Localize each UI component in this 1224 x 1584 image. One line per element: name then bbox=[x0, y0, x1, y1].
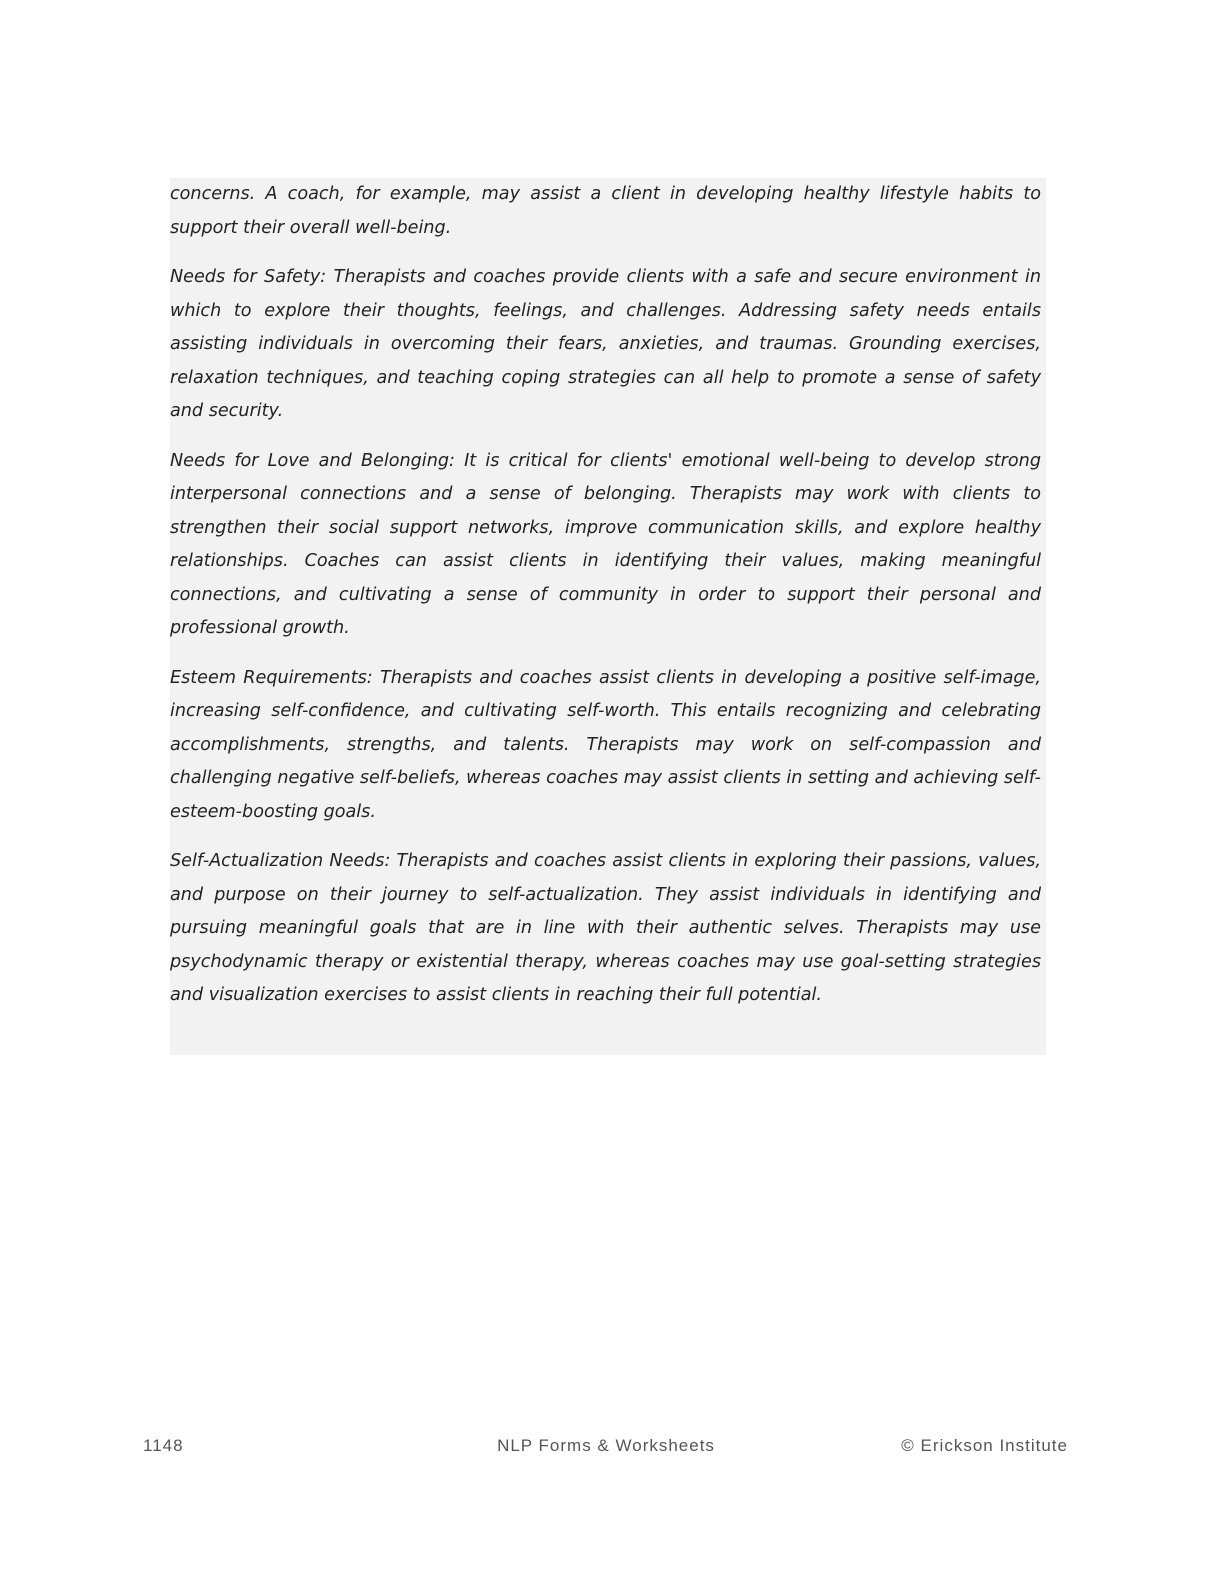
footer-title: NLP Forms & Worksheets bbox=[497, 1436, 715, 1455]
paragraph-self-actualization: Self-Actualization Needs: Therapists and coaches assist clients in exploring their passions, values, and purpose on their journey to self-actualization. They assist individuals in identifying and pursuing meaningful goals that are in line with their authentic selves. Therapists may use psychodynamic therapy or existential therapy, whereas coaches may use goal-setting strategies and visualization exercises to assist clients in reaching their full potential. bbox=[170, 851, 1041, 1005]
footer-copyright: © Erickson Institute bbox=[901, 1436, 1068, 1455]
paragraph-continuation: concerns. A coach, for example, may assist a client in developing healthy lifestyle habits to support their overall well-being. bbox=[170, 184, 1041, 238]
text-box bbox=[170, 178, 1046, 1055]
paragraph-safety-needs: Needs for Safety: Therapists and coaches provide clients with a safe and secure environment in which to explore their thoughts, feelings, and challenges. Addressing safety needs entails assisting individuals in overcoming their fears, anxieties, and traumas. Grounding exercises, relaxation techniques, and teaching coping strategies can all help to promote a sense of safety and security. bbox=[170, 267, 1041, 421]
page-number: 1148 bbox=[143, 1436, 184, 1455]
body-text bbox=[170, 178, 1046, 1013]
paragraph-esteem: Esteem Requirements: Therapists and coaches assist clients in developing a positive self-image, increasing self-confidence, and cultivating self-worth. This entails recognizing and celebrating accomplishments, strengths, and talents. Therapists may work on self-compassion and challenging negative self-beliefs, whereas coaches may assist clients in setting and achieving self-esteem-boosting goals. bbox=[170, 667, 1041, 822]
paragraph-love-belonging: Needs for Love and Belonging: It is critical for clients' emotional well-being to develop strong interpersonal connections and a sense of belonging. Therapists may work with clients to strengthen their social support networks, improve communication skills, and explore healthy relationships. Coaches can assist clients in identifying their values, making meaningful connections, and cultivating a sense of community in order to support their personal and professional growth. bbox=[170, 450, 1041, 638]
